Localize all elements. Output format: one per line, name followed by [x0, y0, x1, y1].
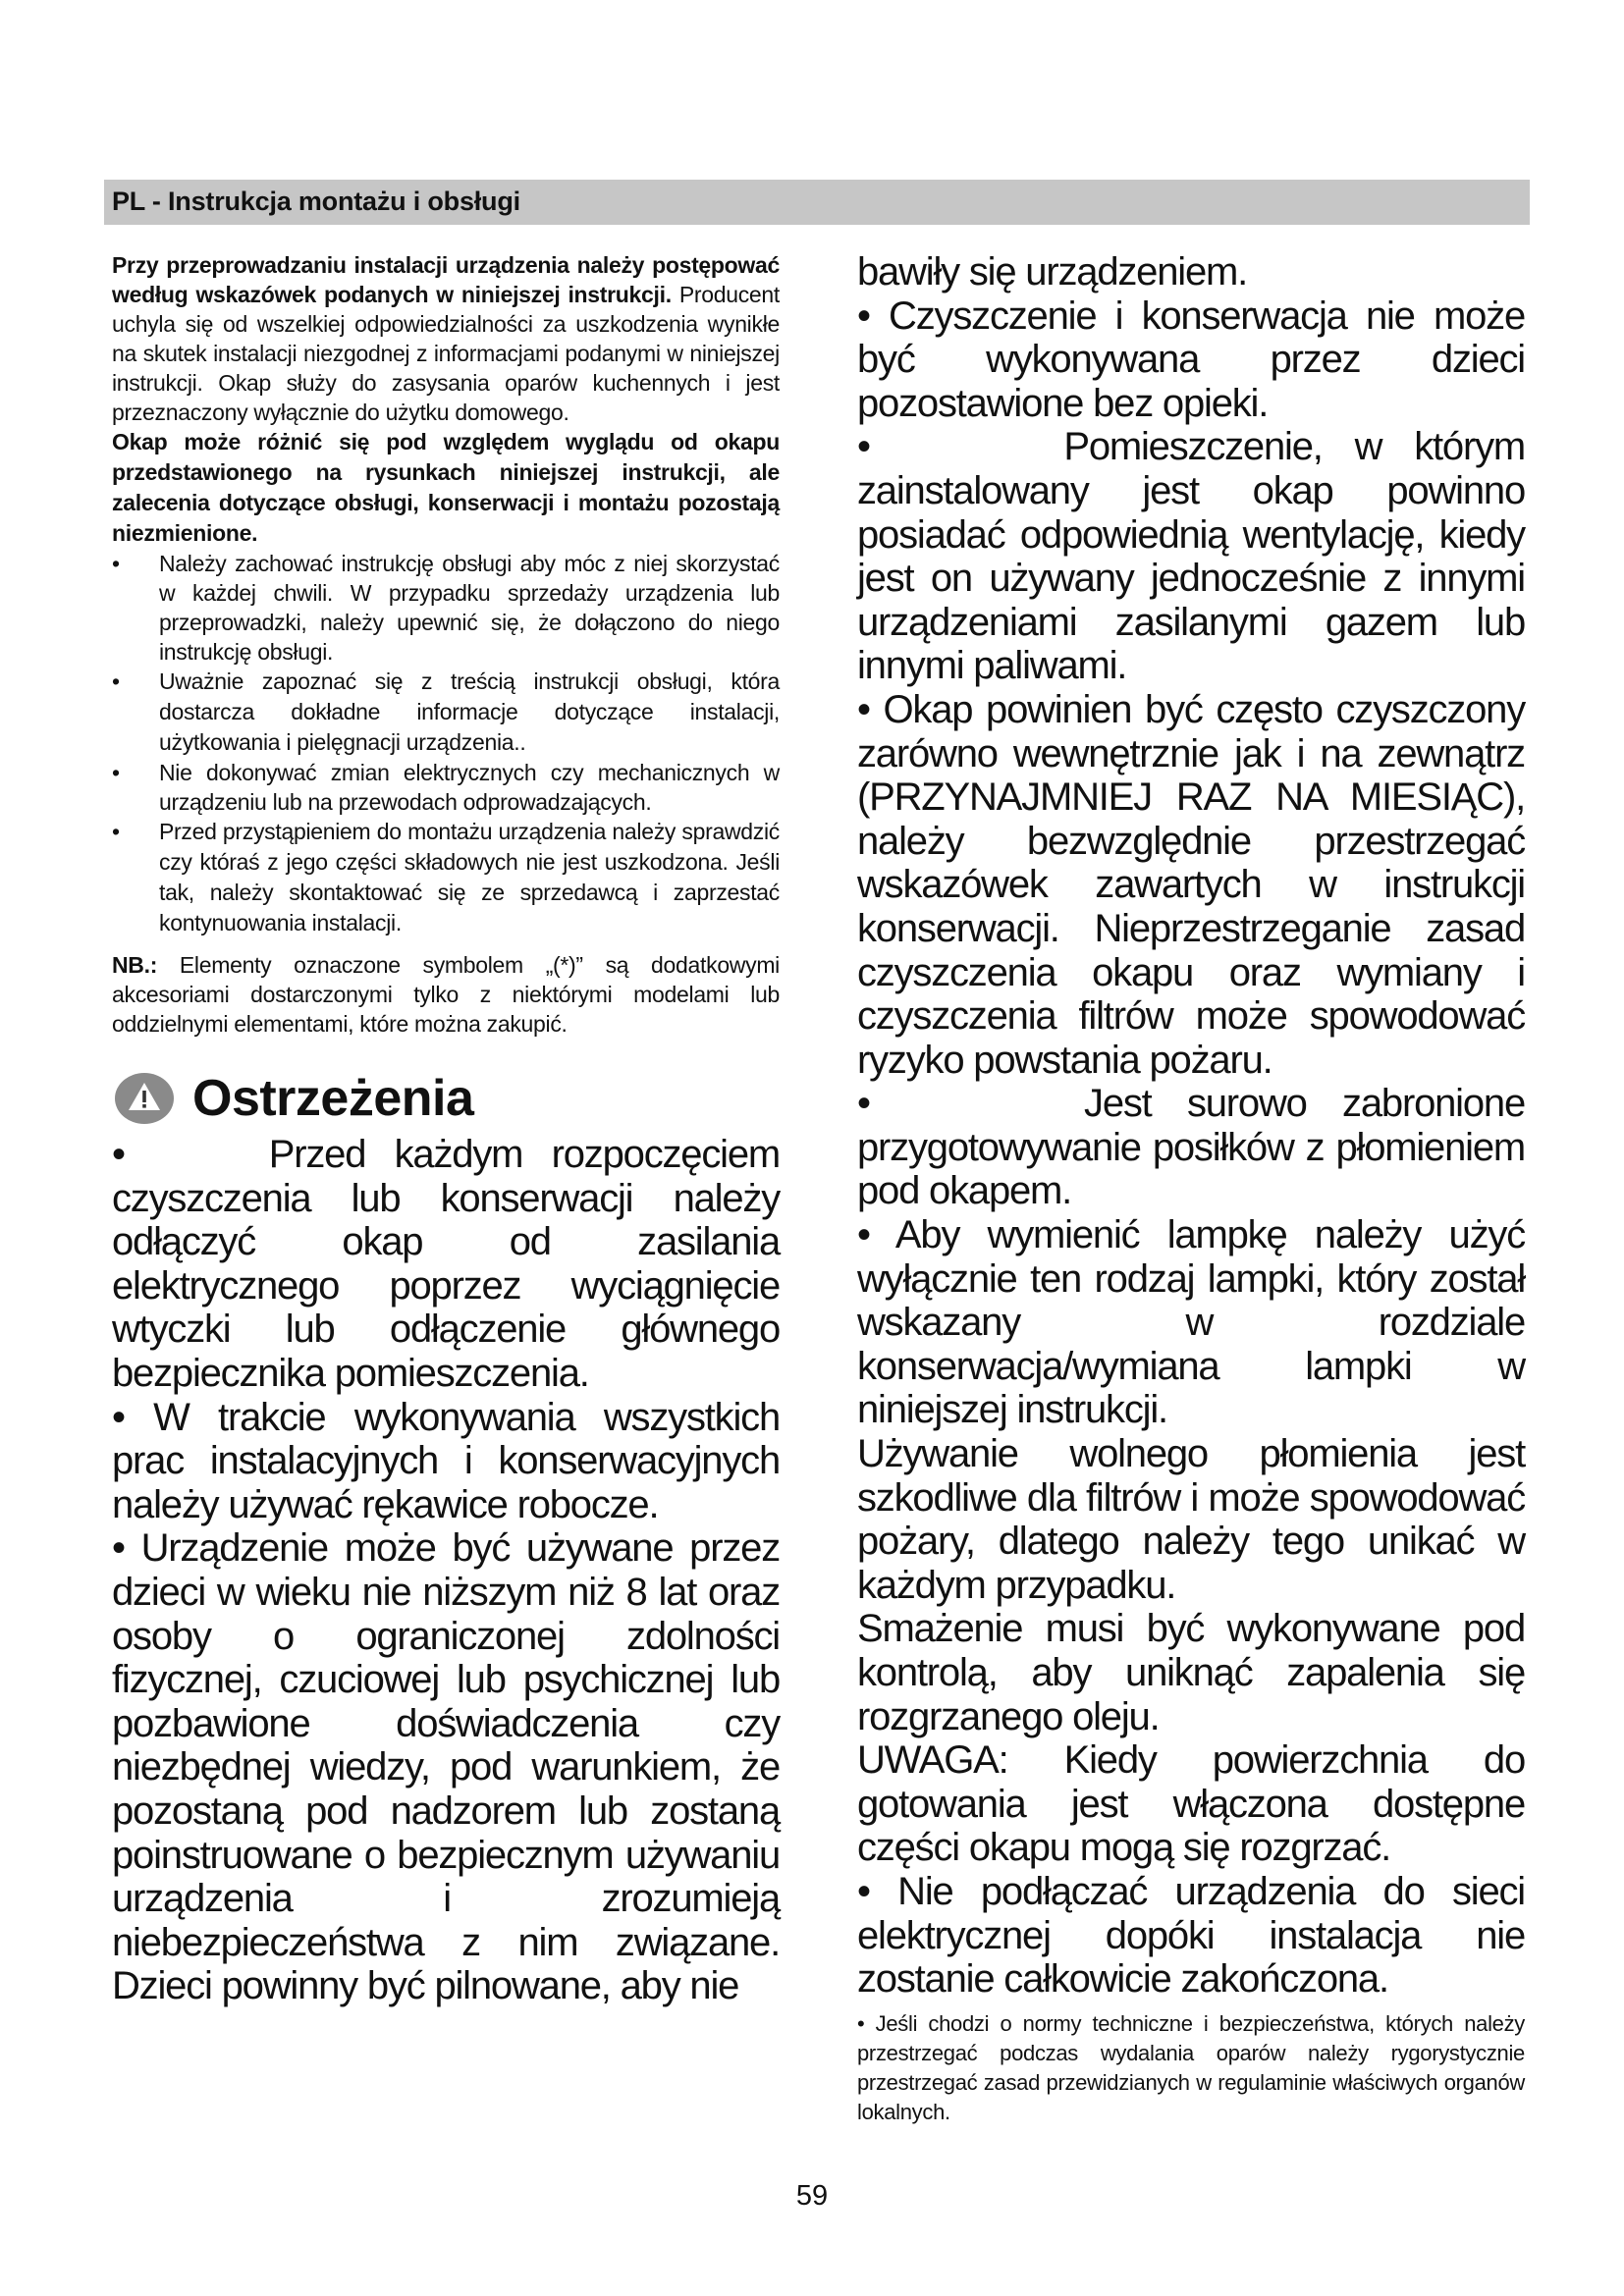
nb-note: [112, 950, 780, 1039]
right-column: [857, 250, 1535, 2149]
intro-bold: Przy przeprowadzaniu instalacji urządzenia należy postępować według wskazówek podanych w niniejszej instrukcji.: [112, 252, 780, 307]
warning-paragraph: • Nie podłączać urządzenia do sieci elektrycznej dopóki instalacja nie zostanie całkowicie zakończona.: [857, 1869, 1525, 2002]
warning-paragraph: • Czyszczenie i konserwacja nie może być wykonywana przez dzieci pozostawione bez opieki.: [857, 294, 1525, 425]
nb-text: Elementy oznaczone symbolem „(*)” są dodatkowymi akcesoriami dostarczonymi tylko z niektórymi modelami lub oddzielnymi elementami, które można zakupić.: [112, 952, 780, 1037]
warning-paragraph: • Okap powinien być często czyszczony zarówno wewnętrznie jak i na zewnątrz (PRZYNAJMNIEJ RAZ NA MIESIĄC), należy bezwzględnie przestrzegać wskazówek zawartych w instrukcji konserwacji. Nieprzestrzeganie zasad czyszczenia okapu oraz wymiany i czyszczenia filtrów może spowodować ryzyko powstania pożaru.: [857, 687, 1525, 1082]
left-column: [112, 250, 789, 2008]
warning-paragraph: • Urządzenie może być używane przez dzieci w wieku nie niższym niż 8 lat oraz osoby o ograniczonej zdolności fizycznej, czuciowej lub psychicznej lub pozbawione doświadczenia czy niezbędnej wiedzy, pod warunkiem, że pozostaną pod nadzorem lub zostaną poinstruowane o bezpiecznym używaniu urządzenia i zrozumieją niebezpieczeństwa z nim związane. Dzieci powinny być pilnowane, aby nie: [112, 1526, 780, 2008]
bullet-text: Nie dokonywać zmian elektrycznych czy mechanicznych w urządzeniu lub na przewodach odprowadzających.: [159, 760, 780, 815]
page-number: 59: [795, 2180, 829, 2212]
warning-paragraph: Smażenie musi być wykonywane pod kontrolą, aby uniknąć zapalenia się rozgrzanego oleju.: [857, 1607, 1525, 1738]
warning-triangle-icon: [114, 1071, 175, 1126]
intro-bold-paragraph: [112, 427, 780, 549]
bullet-icon: •: [112, 668, 121, 694]
intro-normal: Producent uchyla się od wszelkiej odpowiedzialności za uszkodzenia wynikłe na skutek instalacji niezgodnej z informacjami podanymi w niniejszej instrukcji. Okap służy do zasysania oparów kuchennych i jest przeznaczony wyłącznie do użytku domowego.: [112, 282, 780, 425]
warnings-heading: [112, 1064, 780, 1133]
list-item: [112, 758, 780, 817]
section-header-bar: [104, 180, 1530, 225]
list-item: [112, 667, 780, 758]
warning-paragraph: • W trakcie wykonywania wszystkich prac instalacyjnych i konserwacyjnych należy używać rękawice robocze.: [112, 1395, 780, 1526]
list-item: [112, 817, 780, 938]
intro-bold-2: Okap może różnić się pod względem wyglądu od okapu przedstawionego na rysunkach niniejszej instrukcji, ale zalecenia dotyczące obsługi, konserwacji i montażu pozostają niezmienione.: [112, 429, 780, 546]
warning-paragraph: Używanie wolnego płomienia jest szkodliwe dla filtrów i może spowodować pożary, dlatego należy tego unikać w każdym przypadku.: [857, 1432, 1525, 1607]
regulations-note: • Jeśli chodzi o normy techniczne i bezpieczeństwa, których należy przestrzegać podczas wydalania oparów należy rygorystycznie przestrzegać zasad przewidzianych w regulaminie właściwych organów lokalnych.: [857, 2010, 1525, 2124]
bullet-icon: •: [112, 551, 121, 576]
intro-paragraph: [112, 250, 780, 427]
warning-paragraph: • Aby wymienić lampkę należy użyć wyłącznie ten rodzaj lampki, który został wskazany w rozdziale konserwacja/wymiana lampki w niniejszej instrukcji.: [857, 1213, 1525, 1432]
warnings-title: Ostrzeżenia: [192, 1070, 474, 1127]
section-title: PL - Instrukcja montażu i obsługi: [112, 187, 520, 216]
warning-paragraph: • Pomieszczenie, w którym zainstalowany jest okap powinno posiadać odpowiednią wentylację, kiedy jest on używany jednocześnie z innymi urządzeniami zasilanymi gazem lub innymi paliwami.: [857, 425, 1535, 688]
bullet-icon: •: [112, 760, 121, 785]
bullet-text: Przed przystąpieniem do montażu urządzenia należy sprawdzić czy któraś z jego części składowych nie jest uszkodzona. Jeśli tak, należy skontaktować się ze sprzedawcą i zaprzestać kontynuowania instalacji.: [159, 819, 780, 935]
warning-paragraph: UWAGA: Kiedy powierzchnia do gotowania jest włączona dostępne części okapu mogą się rozgrzać.: [857, 1738, 1525, 1870]
bullet-text: Należy zachować instrukcję obsługi aby móc z niej skorzystać w każdej chwili. W przypadku sprzedaży urządzenia lub przeprowadzki, należy upewnić się, że dołączono do niego instrukcję obsługi.: [159, 551, 780, 665]
warning-paragraph: bawiły się urządzeniem.: [857, 250, 1248, 294]
warning-paragraph: • Jest surowo zabronione przygotowywanie posiłków z płomieniem pod okapem.: [857, 1082, 1535, 1213]
bullet-icon: •: [112, 819, 121, 844]
warning-paragraph: • Przed każdym rozpoczęciem czyszczenia lub konserwacji należy odłączyć okap od zasilania elektrycznego poprzez wyciągnięcie wtyczki lub odłączenie głównego bezpiecznika pomieszczenia.: [112, 1133, 789, 1395]
list-item: [112, 549, 780, 667]
bullet-text: Uważnie zapoznać się z treścią instrukcji obsługi, która dostarcza dokładne informacje dotyczące instalacji, użytkowania i pielęgnacji urządzenia..: [159, 668, 780, 755]
nb-label: NB.:: [112, 952, 158, 978]
